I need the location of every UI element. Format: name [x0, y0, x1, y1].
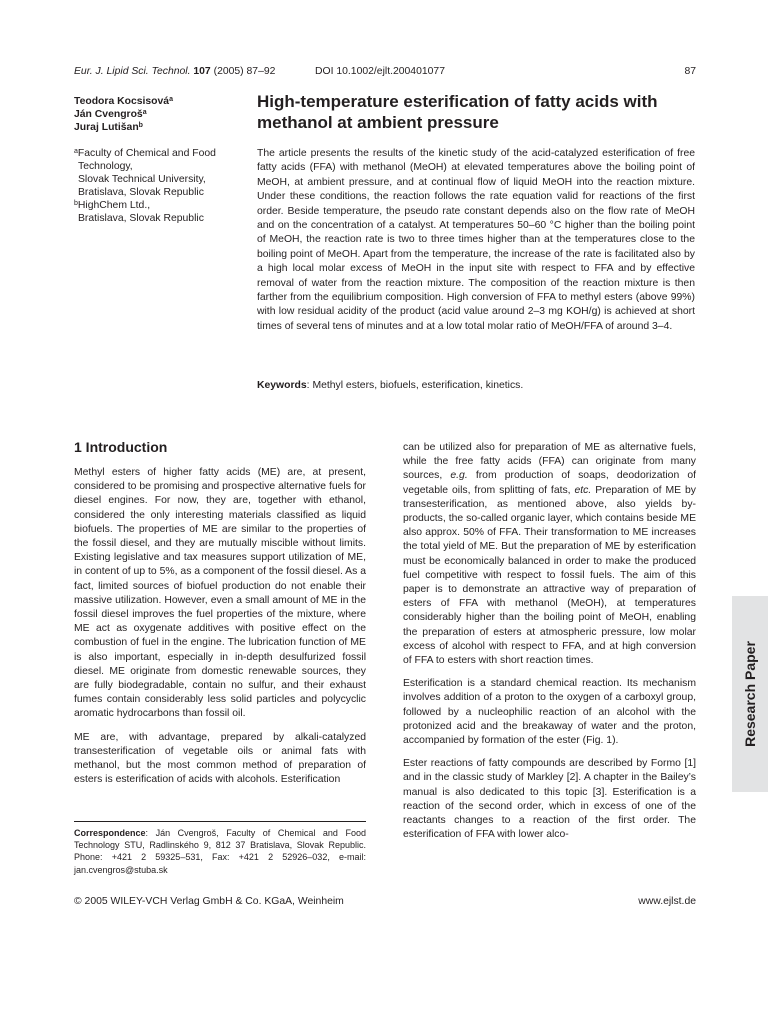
- side-tab-label: Research Paper: [742, 641, 758, 747]
- affiliation-line: Slovak Technical University,: [78, 174, 206, 185]
- footnote-rule: [74, 821, 366, 822]
- section-side-tab: [732, 596, 768, 792]
- author: Teodora Kocsisová$^a$: [74, 96, 173, 107]
- copyright-footer: © 2005 WILEY-VCH Verlag GmbH & Co. KGaA, Weinheim: [74, 896, 344, 907]
- affiliation-b: $^b$HighChem Ltd.,: [74, 200, 151, 211]
- keywords: Keywords: Methyl esters, biofuels, esterification, kinetics.: [257, 380, 524, 391]
- correspondence-note: Correspondence: Ján Cvengroš, Faculty of Chemical and Food Technology STU, Radlinského 9, 812 37 Bratislava, Slovak Republic. Phone: +421 2 59325–531, Fax: +421 2 52926–032, e-mail: jan.cvengros@stuba.sk: [74, 828, 366, 875]
- author: Ján Cvengroš$^a$: [74, 109, 147, 120]
- paragraph: ME are, with advantage, prepared by alkali-catalyzed transesterification of vegetable oils or animal fats with methanol, but the most common method of preparation of esters is esterification of acids with alcohols. Esterification: [74, 731, 366, 786]
- affiliation-line: Technology,: [78, 161, 133, 172]
- affiliations: [74, 147, 244, 225]
- paper-title: High-temperature esterification of fatty acids with methanol at ambient pressure: [257, 92, 658, 132]
- left-column: [74, 466, 366, 796]
- paragraph: Ester reactions of fatty compounds are described by Formo [1] and in the classic study of Markley [2]. A chapter in the Bailey’s manual is also dedicated to this topic [3]. Esterification is a reaction of the second order, which in excess of one of the reactants changes to a reaction of the first order. The esterification of FFA with lower alco-: [403, 758, 696, 841]
- doi: DOI 10.1002/ejlt.200401077: [315, 66, 445, 77]
- paragraph: can be utilized also for preparation of ME as alternative fuels, while the free fatty acids (FFA) can originate from many sources, e.g. from production of soaps, deodorization of vegetable oils, from splitting of fats, etc. Preparation of ME by transesterification, as mentioned above, also yields by-products, the so-called organic layer, which contains beside ME also approx. 50% of FFA. Their transformation to ME increases the total yield of ME. But the preparation of ME by esterification must be economically balanced in order to make the produced fuel competitive with respect to fossil fuels. The aim of this paper is to demonstrate an attractive way of preparation of esters of FFA with methanol (MeOH), at temperatures considerably higher than the boiling point of MeOH, enabling the preparation of esters at atmospheric pressure, low molar excess of alcohol with respect to FFA, and at high conversion of FFA to esters with short reaction times.: [403, 442, 696, 667]
- website-footer: www.ejlst.de: [638, 896, 696, 907]
- author: Juraj Lutišan$^b$: [74, 122, 143, 133]
- journal-citation: Eur. J. Lipid Sci. Technol. 107 (2005) 87–92: [74, 66, 276, 77]
- abstract: The article presents the results of the kinetic study of the acid-catalyzed esterification of free fatty acids (FFA) with methanol (MeOH) at elevated temperatures above the boiling point of MeOH, at ambient pressure, and at continual flow of liquid MeOH into the reaction mixture. Under these conditions, the reaction follows the rate equation valid for reactions of the first order. Beside temperature, the pseudo rate constant depends also on the flow rate of MeOH and on the concentration of a catalyst. At temperatures 50–60 °C higher than the boiling point of MeOH, the reaction rate is two to three times higher than at the temperatures close to the boiling point of MeOH. Apart from the temperature, the increase of the rate is facilitated also by a high local molar excess of MeOH in the input site with respect to FFA and by effective removal of water from the reaction mixture. The composition of the reaction mixture is then farther from the equilibrium composition. High conversion of FFA to methyl esters (above 99%) with low residual acidity of the product (acid value around 2–3 mg KOH/g) is achieved at short times of several tens of minutes and at a low total molar ratio of MeOH/FFA of around 3–4.: [257, 148, 695, 332]
- affiliation-line: Bratislava, Slovak Republic: [78, 213, 204, 224]
- affiliation-line: Bratislava, Slovak Republic: [78, 187, 204, 198]
- running-header: [74, 66, 696, 80]
- paragraph: Esterification is a standard chemical reaction. Its mechanism involves addition of a proton to the oxygen of a carboxyl group, followed by a nucleophilic reaction of an alcohol with the protonized acid and the breakaway of water and the proton, accompanied by formation of the ester (Fig. 1).: [403, 678, 696, 747]
- section-heading-introduction: 1 Introduction: [74, 439, 168, 455]
- author-list: [74, 95, 244, 134]
- paragraph: Methyl esters of higher fatty acids (ME) are, at present, considered to be promising and prospective alternative fuels for diesel engines. For now, they are, together with ethanol, considered the only interesting materials classified as liquid biofuels. The properties of ME are similar to the properties of the fossil diesel, and they are mutually miscible without limits. Existing legislative and tax measures support utilization of ME, in content of up to 5%, as a component of the fossil diesel. As a fact, limited sources of biofuel production do not enable their massive utilization. However, even a small amount of ME in the fossil diesel improves the fuel properties of the mixture, where ME act as oxygenate additives with positive effect on the combustion of fuel in the engine. The lubrication function of ME is also important, especially in in-depth desulfurized fossil diesel. ME originate from domestic renewable sources, they are fully biodegradable, contain no sulfur, and their exhaust fumes contain considerably less solid particles and polycyclic aromatic hydrocarbons than fossil oil.: [74, 467, 366, 720]
- right-column: [403, 441, 696, 851]
- affiliation-a: $^a$Faculty of Chemical and Food: [74, 148, 216, 159]
- page-number: 87: [684, 66, 696, 77]
